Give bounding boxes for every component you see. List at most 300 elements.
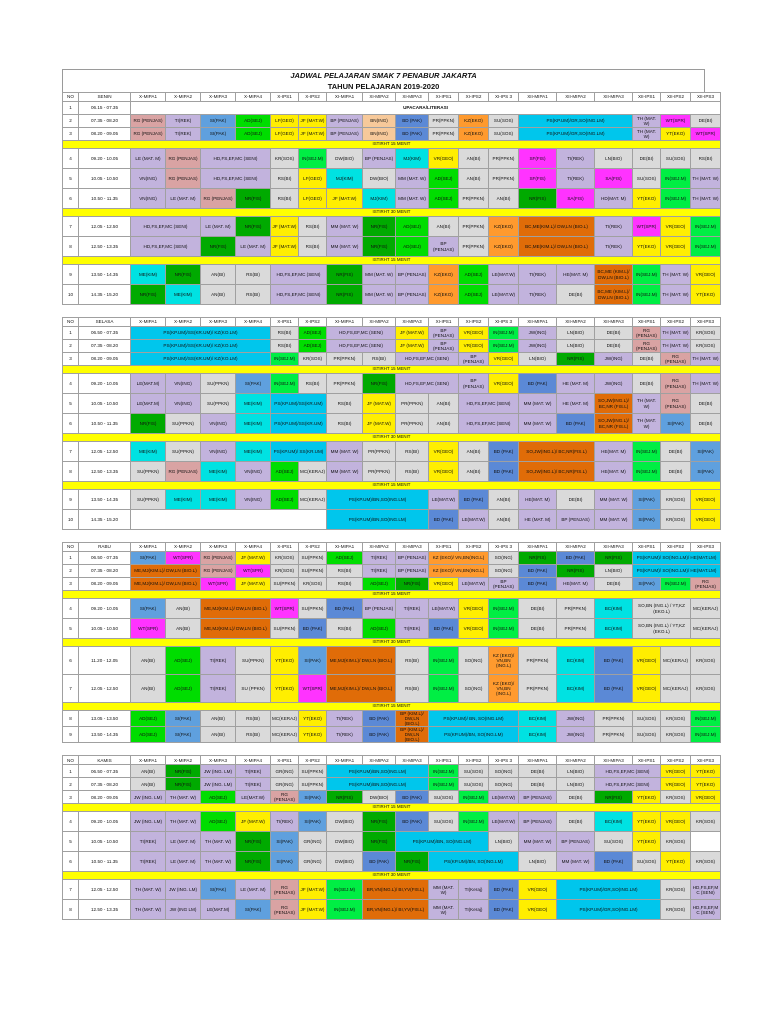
lesson-cell: DE(BI) <box>595 340 633 353</box>
column-header: XII-MIPA3 <box>595 93 633 102</box>
lesson-cell: LN(BIO) <box>557 765 595 778</box>
lesson-cell: NR(FIS) <box>327 791 363 804</box>
lesson-cell: RG (PENJAS) <box>271 900 299 920</box>
lesson-cell: BD (PAK) <box>327 599 363 619</box>
lesson-cell: RS(BI) <box>691 149 721 169</box>
lesson-cell: LN(BIO) <box>489 832 519 852</box>
lesson-cell: KR(SOS) <box>661 490 691 510</box>
lesson-cell: SU(PPKN) <box>299 778 327 791</box>
lesson-cell: SU(SOS) <box>489 128 519 141</box>
lesson-cell: WT(SPR) <box>236 565 271 578</box>
lesson-cell: DW(BIO) <box>363 791 396 804</box>
lesson-cell: RS(BI) <box>327 565 363 578</box>
period-number: 3 <box>63 353 79 366</box>
lesson-cell: BR,VN(ING.L)/ BI,YV(FIS.L) <box>363 900 429 920</box>
lesson-cell: NR(FIS) <box>363 812 396 832</box>
lesson-cell: KR(SOS) <box>661 832 691 852</box>
lesson-cell: SI(PAK) <box>633 490 661 510</box>
lesson-cell: LE (MAT. M) <box>166 189 201 209</box>
lesson-row <box>63 675 721 703</box>
lesson-cell: BC(KIM) <box>595 619 633 639</box>
lesson-cell: DW(BIO) <box>327 149 363 169</box>
lesson-cell: HD,FS,EF,MC (SENI) <box>327 327 396 340</box>
lesson-row <box>63 510 721 530</box>
lesson-cell: BD (PAK) <box>489 442 519 462</box>
lesson-cell: HD,FS,EF,MC (SENI) <box>271 265 327 285</box>
column-header: XII-MIPA3 <box>595 756 633 765</box>
lesson-cell: TH (MAT. W) <box>661 340 691 353</box>
lesson-row <box>63 711 721 727</box>
lesson-cell: SI(PAK) <box>661 414 691 434</box>
lesson-cell: IN(SEJ.M) <box>271 353 299 366</box>
lesson-cell: VR(GEO) <box>661 217 691 237</box>
lesson-row <box>63 765 721 778</box>
lesson-cell: AN(BI) <box>429 394 459 414</box>
break-label: ISTIRHT 15 MENIT <box>63 141 721 149</box>
lesson-cell: JF (MAT.W) <box>299 128 327 141</box>
lesson-cell: WT(SPR) <box>271 599 299 619</box>
column-header: X-IPS1 <box>271 318 299 327</box>
lesson-cell: BD (PAK) <box>489 462 519 482</box>
lesson-cell: IN(SEJ.M) <box>633 265 661 285</box>
column-header: X-IPS1 <box>271 543 299 552</box>
period-time: 06.50 - 07.35 <box>79 327 131 340</box>
lesson-cell: MC(KERAJ) <box>661 675 691 703</box>
lesson-cell: PR(PPKN) <box>489 169 519 189</box>
lesson-cell: KR(SOS) <box>661 880 691 900</box>
column-header: XI-IPS1 <box>429 756 459 765</box>
lesson-cell: MC(KERAJ) <box>271 727 299 743</box>
lesson-cell: YT(EKO) <box>691 778 721 791</box>
lesson-row <box>63 102 721 115</box>
period-number: 9 <box>63 265 79 285</box>
lesson-cell: MM (MAT. W) <box>396 169 429 189</box>
lesson-row <box>63 647 721 675</box>
lesson-cell: PR(PPKN) <box>459 189 489 209</box>
lesson-cell: LN(BIO) <box>519 353 557 366</box>
lesson-cell: MM (MAT. W) <box>595 490 633 510</box>
column-header: XI-MIPA2 <box>363 318 396 327</box>
lesson-cell: AN(BI) <box>489 189 519 209</box>
lesson-cell: VR(GEO) <box>661 237 691 257</box>
break-row <box>63 209 721 217</box>
lesson-cell: PR(PPKN) <box>519 647 557 675</box>
lesson-cell: KZ(EKO) <box>459 128 489 141</box>
column-header: X-MIPA1 <box>131 318 166 327</box>
lesson-cell: PR(PPKN) <box>429 128 459 141</box>
lesson-cell: IN(SEJ.M) <box>661 169 691 189</box>
lesson-cell: SO(ING) <box>489 552 519 565</box>
column-header: X-MIPA4 <box>236 318 271 327</box>
lesson-row <box>63 353 721 366</box>
lesson-cell: BP (PENJAS) <box>557 510 595 530</box>
break-row <box>63 703 721 711</box>
period-time: 06.50 - 07.35 <box>79 765 131 778</box>
lesson-cell: DE(BI) <box>691 394 721 414</box>
lesson-cell: PR(PPKN) <box>459 237 489 257</box>
lesson-cell: AD(SEJ) <box>459 285 489 305</box>
lesson-cell: LE(MAT.M) <box>201 900 236 920</box>
break-row <box>63 257 721 265</box>
lesson-cell: RS(BI) <box>299 374 327 394</box>
lesson-cell: RS(BI) <box>396 462 429 482</box>
lesson-cell: AN(BI) <box>166 599 201 619</box>
lesson-cell: RS(BI) <box>299 217 327 237</box>
break-label: ISTIRHT 15 MENIT <box>63 591 721 599</box>
column-header: XII-MIPA1 <box>519 756 557 765</box>
column-header: XI-IPS2 <box>459 318 489 327</box>
period-number: 8 <box>63 711 79 727</box>
period-number: 7 <box>63 217 79 237</box>
lesson-cell: JF (MAT.W) <box>396 340 429 353</box>
column-header: X-MIPA4 <box>236 756 271 765</box>
lesson-cell: VN(ING) <box>201 442 236 462</box>
lesson-cell: SO,JW(ING.L)/ BC,NR(FIS.L) <box>519 462 595 482</box>
period-time: 12.05 - 12.50 <box>79 217 131 237</box>
lesson-cell: AN(BI) <box>201 711 236 727</box>
lesson-cell: AN(BI) <box>201 285 236 305</box>
lesson-cell: SI(PAK) <box>299 791 327 804</box>
lesson-cell: BP (PENJAS) <box>363 599 396 619</box>
lesson-row <box>63 619 721 639</box>
lesson-cell: NR(FIS) <box>396 852 429 872</box>
lesson-cell: BC,ME (KIM.L)/ DW,LN (BIO.L) <box>595 285 633 305</box>
lesson-cell: BP (PENJAS) <box>459 374 489 394</box>
lesson-cell: YT(EKO) <box>661 852 691 872</box>
day-table <box>62 92 721 305</box>
lesson-cell: SU(PPKN) <box>201 374 236 394</box>
period-time: 07.35 - 08.20 <box>79 115 131 128</box>
lesson-cell: BD (PAK) <box>363 727 396 743</box>
header-row <box>63 93 721 102</box>
column-header: X-IPS1 <box>271 756 299 765</box>
lesson-cell: JW(ING) <box>519 340 557 353</box>
lesson-cell: HD(MAT. M) <box>595 189 633 209</box>
lesson-cell: ME,MJ(KIM.L)/ DW,LN (BIO.L) <box>131 578 201 591</box>
lesson-cell: SI(PAK) <box>299 647 327 675</box>
lesson-cell: SU(SOS) <box>595 832 633 852</box>
lesson-cell: KZ(EKO) <box>489 237 519 257</box>
lesson-cell: MM (MAT. W) <box>363 265 396 285</box>
lesson-row <box>63 340 721 353</box>
period-time: 08.20 - 09.05 <box>79 791 131 804</box>
lesson-cell: JW(ING) <box>557 727 595 743</box>
lesson-cell: BD (PAK) <box>396 812 429 832</box>
lesson-cell: RS(BI) <box>396 442 429 462</box>
lesson-cell: VR(GEO) <box>691 265 721 285</box>
column-header: X-MIPA2 <box>166 93 201 102</box>
period-number: 3 <box>63 128 79 141</box>
lesson-cell: KZ(EKO) <box>459 115 489 128</box>
lesson-cell: GR(ING) <box>299 852 327 872</box>
lesson-cell: KR(SOS) <box>661 900 691 920</box>
lesson-cell: BD (PAK) <box>363 852 396 872</box>
lesson-cell: SU(PPKN) <box>236 647 271 675</box>
lesson-cell: NR(FIS) <box>363 217 396 237</box>
lesson-cell: PS(KP.UM)/BN, SO(ING.LM) <box>429 727 519 743</box>
break-row <box>63 872 721 880</box>
lesson-cell: IN(SEJ.M) <box>489 599 519 619</box>
event-cell: UPACARA/LITERASI <box>131 102 721 115</box>
period-time: 14.35 - 15.20 <box>79 285 131 305</box>
lesson-cell: PS(KP.UM)/GR,SO(ING.LM) <box>557 900 661 920</box>
lesson-cell: JF (MAT.W) <box>396 327 429 340</box>
lesson-cell: VN(ING) <box>236 462 271 482</box>
lesson-cell: BP (PENJAS) <box>519 791 557 804</box>
break-row <box>63 366 721 374</box>
lesson-cell: SU(PPKN) <box>271 619 299 639</box>
lesson-cell: LF(GEO) <box>271 128 299 141</box>
lesson-cell: IN(SEJ.M) <box>459 791 489 804</box>
lesson-cell: KR(SOS) <box>271 552 299 565</box>
lesson-cell: KR(SOS) <box>299 353 327 366</box>
period-number: 7 <box>63 880 79 900</box>
lesson-cell: NR(FIS) <box>396 578 429 591</box>
column-header: XI-MIPA3 <box>396 318 429 327</box>
period-time: 07.35 - 08.20 <box>79 340 131 353</box>
lesson-cell: AD(SEJ) <box>299 327 327 340</box>
lesson-cell: TH (MAT. W) <box>166 812 201 832</box>
lesson-cell: WT(SPR) <box>201 578 236 591</box>
lesson-cell: KR(SOS) <box>691 675 721 703</box>
lesson-cell: WT(SPR) <box>661 115 691 128</box>
column-header: XII-MIPA1 <box>519 318 557 327</box>
lesson-cell: PS(KP.UM)/ SS(KR.UM) <box>271 442 327 462</box>
column-header: XI-IPS 3 <box>489 543 519 552</box>
lesson-cell: IN(SEJ.M) <box>691 727 721 743</box>
column-header: X-IPS2 <box>299 756 327 765</box>
lesson-cell: PS(KP.UM)/GR,SO(ING.LM) <box>519 128 633 141</box>
lesson-cell: SU(PPKN) <box>299 599 327 619</box>
lesson-cell: KZ (EKO)/ VN,BN(ING.L) <box>429 565 489 578</box>
column-header: XII-MIPA2 <box>557 756 595 765</box>
lesson-cell: LE(MAT.W) <box>489 812 519 832</box>
lesson-cell: NR(FIS) <box>166 265 201 285</box>
lesson-cell: NR(FIS) <box>236 852 271 872</box>
column-header: XI-MIPA2 <box>363 543 396 552</box>
column-header: XII-IPS2 <box>661 318 691 327</box>
lesson-cell: BC(KIM) <box>557 675 595 703</box>
lesson-cell: ME(KIM) <box>166 285 201 305</box>
lesson-cell: MM (MAT. W) <box>327 462 363 482</box>
lesson-cell: MJ(KIM) <box>396 149 429 169</box>
lesson-cell: JF (MAT.W) <box>271 217 299 237</box>
lesson-row <box>63 217 721 237</box>
lesson-cell: BP (PENJAS) <box>396 552 429 565</box>
period-number: 1 <box>63 765 79 778</box>
period-number: 2 <box>63 115 79 128</box>
lesson-cell: MM (MAT. W) <box>396 189 429 209</box>
lesson-cell: YT(EKO) <box>633 832 661 852</box>
lesson-cell: SA(FIS) <box>595 169 633 189</box>
lesson-cell: AD(SEJ) <box>131 727 166 743</box>
lesson-cell: DE(BI) <box>633 149 661 169</box>
lesson-cell: DE(BI) <box>519 599 557 619</box>
lesson-cell: RG (PENJAS) <box>166 169 201 189</box>
lesson-cell: MM (MAT. W) <box>519 414 557 434</box>
lesson-cell: SO,BN (ING.L) / YT,KZ (EKO.L) <box>633 619 691 639</box>
lesson-cell: TI(REK) <box>363 552 396 565</box>
lesson-cell: NR(FIS) <box>363 237 396 257</box>
lesson-cell: BD (PAK) <box>595 675 633 703</box>
lesson-cell: RS(BI) <box>396 675 429 703</box>
lesson-cell: BD (PAK) <box>519 565 557 578</box>
column-header: XI-MIPA1 <box>327 756 363 765</box>
lesson-cell: PS(KP.UM)/BN,SO(ING.LM) <box>327 778 429 791</box>
lesson-cell: IN(SEJ.M) <box>691 711 721 727</box>
day-table <box>62 542 721 743</box>
lesson-cell: KZ(EKO) <box>429 265 459 285</box>
lesson-cell: AD(SEJ) <box>271 462 299 482</box>
lesson-cell: JF (MAT.W) <box>236 552 271 565</box>
period-time: 10.50 - 11.35 <box>79 852 131 872</box>
column-header: XI-IPS1 <box>429 93 459 102</box>
lesson-cell: RS(BI) <box>327 619 363 639</box>
lesson-cell: VR(GEO) <box>661 778 691 791</box>
lesson-cell: AN(BI) <box>489 490 519 510</box>
lesson-cell: BC(KIM) <box>519 727 557 743</box>
lesson-cell: AN(BI) <box>131 647 166 675</box>
lesson-cell: SU(PPKN) <box>299 765 327 778</box>
column-header: XII-IPS1 <box>633 543 661 552</box>
lesson-cell: SU(SOS) <box>429 812 459 832</box>
column-header: XI-MIPA1 <box>327 543 363 552</box>
lesson-cell: TH (MAT. W) <box>131 900 166 920</box>
break-label: ISTIRHT 30 MENIT <box>63 434 721 442</box>
lesson-cell: GR(ING) <box>271 765 299 778</box>
period-time: 10.05 - 10.50 <box>79 169 131 189</box>
period-number: 3 <box>63 791 79 804</box>
lesson-cell: JW (ING. LM) <box>166 880 201 900</box>
period-number: 5 <box>63 394 79 414</box>
lesson-cell: TH (MAT. W) <box>633 414 661 434</box>
lesson-cell: AD(SEJ) <box>299 340 327 353</box>
lesson-cell: NR(FIS) <box>236 832 271 852</box>
lesson-cell: YT(EKO) <box>299 711 327 727</box>
lesson-cell: JF (MAT.W) <box>299 115 327 128</box>
lesson-cell: LE (MAT. M) <box>236 880 271 900</box>
lesson-cell: SF(FIS) <box>519 149 557 169</box>
period-number: 5 <box>63 832 79 852</box>
lesson-cell: KZ(EKO) <box>489 217 519 237</box>
period-number: 4 <box>63 599 79 619</box>
period-number: 5 <box>63 619 79 639</box>
lesson-cell: VR(GEO) <box>459 619 489 639</box>
lesson-cell: SU(PPKN) <box>299 565 327 578</box>
lesson-cell: MC(KERAJ) <box>271 711 299 727</box>
lesson-cell: BC(KIM) <box>557 647 595 675</box>
lesson-row <box>63 237 721 257</box>
timetable-sheet <box>62 69 719 920</box>
period-number: 4 <box>63 149 79 169</box>
lesson-cell: HD,FS,EF,MC (SENI) <box>595 765 661 778</box>
period-time: 12.50 - 13.35 <box>79 462 131 482</box>
lesson-cell: HE(MAT. M) <box>519 490 557 510</box>
lesson-cell: NR(FIS) <box>166 778 201 791</box>
lesson-cell: BP (PENJAS) <box>459 353 489 366</box>
lesson-cell: KZ (EKO)/ VN,BN (ING.L) <box>489 647 519 675</box>
lesson-cell: PR(PPKN) <box>557 599 595 619</box>
lesson-cell: TH (MAT. W) <box>633 115 661 128</box>
lesson-cell: TI(Keraj) <box>459 880 489 900</box>
lesson-cell: JW (ING. LM) <box>131 791 166 804</box>
column-header: X-MIPA4 <box>236 543 271 552</box>
lesson-cell: TH (MAT. W) <box>661 327 691 340</box>
period-number: 6 <box>63 647 79 675</box>
lesson-cell: IN(SEJ.M) <box>489 619 519 639</box>
lesson-cell: DE(BI) <box>557 812 595 832</box>
lesson-cell: MC(KERAJ) <box>691 599 721 619</box>
lesson-cell: RG (PENJAS) <box>633 340 661 353</box>
period-time: 13.05 - 13.50 <box>79 711 131 727</box>
lesson-cell: AN(BI) <box>131 675 166 703</box>
lesson-cell: SO(ING) <box>489 778 519 791</box>
column-header: X-MIPA3 <box>201 93 236 102</box>
lesson-cell: BC,ME(KIM.L)/ DW,LN (BIO.L) <box>519 217 595 237</box>
column-header: XII-IPS2 <box>661 543 691 552</box>
lesson-cell: LF(GEO) <box>299 169 327 189</box>
lesson-cell: KR(SOS) <box>661 711 691 727</box>
lesson-cell: PR(PPKN) <box>396 414 429 434</box>
period-time: 07.35 - 08.20 <box>79 565 131 578</box>
lesson-cell: VR(GEO) <box>459 327 489 340</box>
lesson-cell: LN(BIO) <box>557 327 595 340</box>
lesson-cell: IN(SEJ.M) <box>691 217 721 237</box>
column-header: X-MIPA4 <box>236 93 271 102</box>
lesson-cell: LE(MAT.W) <box>489 285 519 305</box>
lesson-cell: IN(SEJ.M) <box>633 442 661 462</box>
lesson-cell: AN(BI) <box>429 217 459 237</box>
lesson-cell: NR(FIS) <box>166 765 201 778</box>
day-table <box>62 317 721 530</box>
lesson-cell: PR(PPKN) <box>363 462 396 482</box>
header-row <box>63 543 721 552</box>
day-separator <box>62 305 705 317</box>
column-header: XI-IPS2 <box>459 756 489 765</box>
lesson-cell: HE(MAT. M) <box>595 462 633 482</box>
period-time: 12.05 - 12.50 <box>79 442 131 462</box>
lesson-cell: BN(ING) <box>363 115 396 128</box>
lesson-row <box>63 169 721 189</box>
lesson-cell: IN(SEJ.M) <box>633 285 661 305</box>
lesson-cell: HE (MAT. M) <box>557 374 595 394</box>
lesson-cell: WT(SPR) <box>166 552 201 565</box>
lesson-cell: PS(KP.UM)/BN, SO(ING.LM) <box>396 832 489 852</box>
lesson-cell: SA(FIS) <box>557 189 595 209</box>
period-number: 10 <box>63 285 79 305</box>
period-time: 10.50 - 11.35 <box>79 189 131 209</box>
break-label: ISTIRHT 30 MENIT <box>63 639 721 647</box>
lesson-cell: TI(REK) <box>166 115 201 128</box>
lesson-cell: MM (MAT. W) <box>429 880 459 900</box>
lesson-cell: PS(KP.UM)/ SO(ING.LM)/ HE(MAT.LM) <box>633 552 721 565</box>
lesson-cell: TI(REK) <box>131 832 166 852</box>
period-number: 6 <box>63 189 79 209</box>
lesson-cell: SI(PAK) <box>691 442 721 462</box>
column-header: NO <box>63 318 79 327</box>
lesson-cell: JF (MAT.W) <box>363 394 396 414</box>
lesson-cell: DE(BI) <box>661 462 691 482</box>
lesson-cell: AD(SEJ) <box>429 169 459 189</box>
lesson-cell: VR(GEO) <box>489 353 519 366</box>
lesson-cell: AD(SEJ) <box>201 791 236 804</box>
lesson-cell: TI(REK) <box>557 169 595 189</box>
lesson-cell: DE(BI) <box>633 374 661 394</box>
lesson-cell: LE(MAT.W) <box>429 490 459 510</box>
lesson-cell: ME(KIM) <box>236 394 271 414</box>
lesson-cell: ME(KIM) <box>131 442 166 462</box>
lesson-cell: HD,FS,EF,MC (SENI) <box>691 900 721 920</box>
